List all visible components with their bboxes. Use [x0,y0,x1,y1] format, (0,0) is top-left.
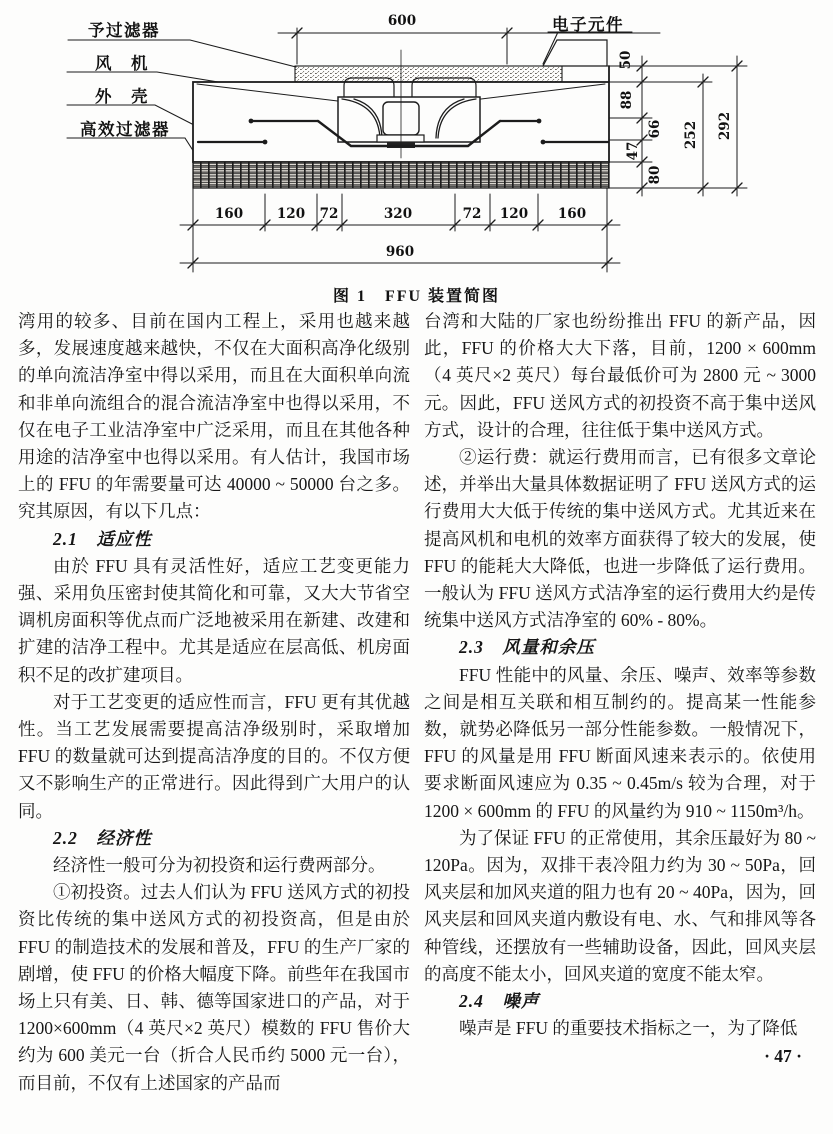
section-heading: 2.3 风量和余压 [459,637,595,658]
left-column [18,308,410,1097]
dim-47: 47 [625,141,641,161]
dim-292: 292 [717,111,733,141]
dim-50: 50 [618,50,634,70]
dim-120-right: 120 [499,206,529,222]
page-number: · 47 · [764,1046,802,1067]
dim-total-width: 960 [385,244,415,260]
dim-88: 88 [619,90,635,110]
dim-top-width: 600 [387,13,417,29]
ffu-figure [0,0,833,306]
paragraph: 对于工艺变更的适应性而言，FFU 更有其优越性。当工艺发展需要提高洁净级别时，采取增加 FFU 的数量就可达到提高洁净度的目的。不仅方便又不影响生产的正常进行。因此得到广大用户的认同。 [18,691,410,821]
dim-66: 66 [647,119,663,139]
dim-160-right: 160 [557,206,587,222]
paragraph: ①初投资。过去人们认为 FFU 送风方式的初投资比传统的集中送风方式的初投资高，但是由於 FFU 的制造技术的发展和普及，FFU 的生产厂家的剧增，使 FFU 的价格大幅度下降。前些年在我国市场上只有美、日、韩、德等国家进口的产品，对于 1200×600mm（4 英尺×2 英尺）模数的 FFU 售价大约为 600 美元一台（折合人民币约 5000 元一台），而目前，不仅有上述国家的产品而 [18,882,410,1093]
paragraph: 湾用的较多、目前在国内工程上，采用也越来越多，发展速度越来越快，不仅在大面积高净化级别的单向流洁净室中得以采用，而且在大面积单向流和非单向流组合的混合流洁净室中也得以采用，不仅在电子工业洁净室中广泛采用，而且在其他各种用途的洁净室中也得以采用。有人估计，我国市场上的 FFU 的年需要量可达 40000 ~ 50000 台之多。究其原因，有以下几点： [18,311,410,522]
dim-120-left: 120 [276,206,306,222]
label-prefilter: 予过滤器 [88,21,160,40]
article-body [18,308,817,1097]
section-heading: 2.1 适应性 [53,528,152,549]
dim-320: 320 [383,206,413,222]
paragraph: FFU 性能中的风量、余压、噪声、效率等参数之间是相互关联和相互制约的。提高某一性能参数，就势必降低另一部分性能参数。一般情况下，FFU 的风量是用 FFU 断面风速来表示的。依使用要求断面风速应为 0.35 ~ 0.45m/s 较为合理，对于 1200 × 600mm 的 FFU 的风量约为 910 ~ 1150m³/h。 [424,664,816,821]
section-heading: 2.4 噪声 [459,991,540,1012]
label-fan: 风 机 [95,54,149,73]
label-electronics: 电子元件 [552,15,624,34]
label-shell: 外 壳 [95,87,149,106]
paragraph: 由於 FFU 具有灵活性好，适应工艺变更能力强、采用负压密封使其简化和可靠，又大大节省空调机房面积等优点而广泛地被采用在新建、改建和扩建的洁净工程中。尤其是适应在层高低、机房面积不足的改扩建项目。 [18,555,410,685]
label-hepa-filter: 高效过滤器 [80,120,170,139]
right-column [424,308,816,1097]
dim-160-left: 160 [214,206,244,222]
section-heading: 2.2 经济性 [53,827,152,848]
figure-caption: 图 1 FFU 装置简图 [332,288,501,305]
paragraph: 经济性一般可分为初投资和运行费两部分。 [53,855,386,876]
paragraph: 噪声是 FFU 的重要技术指标之一，为了降低 [459,1018,798,1039]
ffu-diagram-drawing [0,0,833,306]
paragraph: 为了保证 FFU 的正常使用，其余压最好为 80 ~ 120Pa。因为，双排干表冷阻力约为 30 ~ 50Pa，回风夹层和加风夹道的阻力也有 20 ~ 40Pa，因为，回风夹层和回风夹道内敷设有电、水、气和排风等各种管线，还摆放有一些辅助设备，因此，回风夹层的高度不能太小，回风夹道的宽度不能太窄。 [424,827,816,984]
dim-72-left: 72 [319,206,339,222]
dim-80: 80 [647,165,663,185]
paragraph: ②运行费：就运行费用而言，已有很多文章论述，并举出大量具体数据证明了 FFU 送风方式的运行费用大大低于传统的集中送风方式。尤其近来在提高风机和电机的效率方面获得了较大的发展，使 FFU 的能耗大大降低，也进一步降低了运行费用。一般认为 FFU 送风方式洁净室的运行费用大约是传统集中送风方式洁净室的 60% - 80%。 [424,447,816,631]
paragraph: 台湾和大陆的厂家也纷纷推出 FFU 的新产品，因此，FFU 的价格大大下落，目前，1200 × 600mm（4 英尺×2 英尺）每台最低价可为 2800 元 ~ 3000 元。因此，FFU 送风方式的初投资不高于集中送风方式，设计的合理，往往低于集中送风方式。 [424,311,816,440]
dim-252: 252 [683,120,699,150]
dim-72-right: 72 [462,206,482,222]
